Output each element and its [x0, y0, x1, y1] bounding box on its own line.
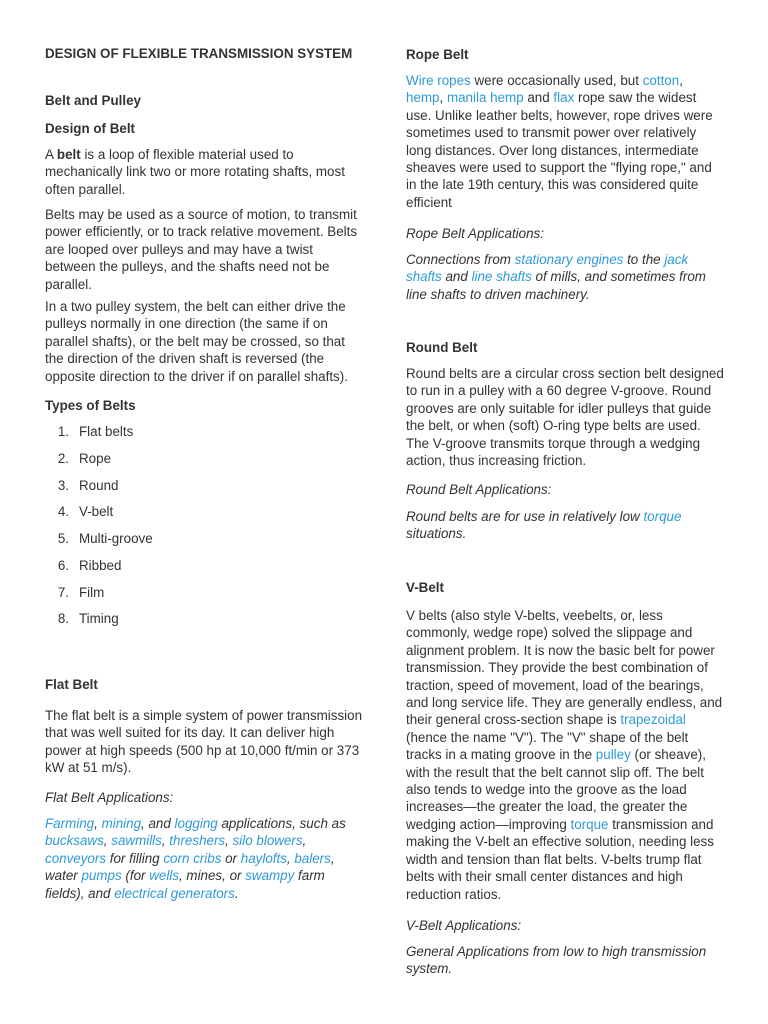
paragraph-flat-belt: The flat belt is a simple system of power transmission that was well suited for its day. It can deliver high power at high speeds (500 hp at 10,000 ft/min or 373 kW at 51 m/s).	[45, 708, 363, 776]
heading-design-of-belt: Design of Belt	[45, 121, 136, 136]
link-swampy[interactable]: swampy	[245, 868, 295, 884]
link-cotton[interactable]: cotton	[642, 73, 680, 88]
link-pumps[interactable]: pumps	[81, 868, 122, 884]
link-manila-hemp[interactable]: manila hemp	[446, 90, 524, 106]
link-conveyors[interactable]: conveyors	[45, 850, 107, 866]
heading-round-belt: Round Belt	[406, 340, 478, 355]
document-title: DESIGN OF FLEXIBLE TRANSMISSION SYSTEM	[45, 46, 353, 61]
link-stationary-engines[interactable]: stationary engines	[514, 252, 624, 267]
paragraph-belt-definition: A belt is a loop of flexible material used to mechanically link two or more rotating shafts, most often parallel.	[45, 147, 345, 197]
link-haylofts[interactable]: haylofts	[240, 850, 287, 866]
link-flax[interactable]: flax	[553, 90, 575, 106]
link-balers[interactable]: balers	[294, 850, 331, 866]
paragraph-two-pulley: In a two pulley system, the belt can either drive the pulleys normally in one direction (the same if on parallel shafts), or the belt may be crossed, so that the direction of the driven shaft is reversed (the opposite direction to the driver if on parallel shafts).	[45, 299, 348, 384]
link-electrical-generators[interactable]: electrical generators	[114, 885, 235, 901]
heading-flat-belt: Flat Belt	[45, 677, 98, 692]
link-trapezoidal[interactable]: trapezoidal	[620, 712, 686, 728]
rope-belt-applications: Connections from stationary engines to the jack shafts and line shafts of mills, and sometimes from line shafts to driven machinery.	[406, 252, 706, 302]
heading-rope-belt: Rope Belt	[406, 47, 469, 62]
v-belt-applications: General Applications from low to high transmission system.	[406, 944, 707, 977]
list-item: 4. V-belt	[57, 504, 114, 519]
list-item: 5. Multi-groove	[57, 531, 153, 546]
round-belt-applications: Round belts are for use in relatively low torque situations.	[406, 509, 682, 542]
list-item: 1. Flat belts	[57, 424, 134, 439]
term-belt: belt	[56, 147, 81, 162]
link-torque-vbelt[interactable]: torque	[570, 816, 609, 832]
link-hemp[interactable]: hemp	[406, 90, 440, 106]
link-wire-ropes[interactable]: Wire ropes	[406, 73, 471, 88]
paragraph-rope-belt: Wire ropes were occasionally used, but cotton, hemp, manila hemp and flax rope saw the widest use. Unlike leather belts, however, rope drives were sometimes used to transmit power over relatively long distances. Over long distances, intermediate sheaves were used to support the "flying rope," and in the late 19th century, this was considered quite efficient	[406, 73, 713, 210]
flat-belt-applications: Farming, mining, and logging applications, such as bucksaws, sawmills, threshers, silo blowers, conveyors for filling corn cribs or haylofts, balers, water pumps (for wells, mines, or swampy farm fields), and electrical generators.	[45, 816, 346, 901]
list-item: 2. Rope	[57, 451, 112, 466]
link-wells[interactable]: wells	[149, 868, 179, 884]
heading-v-belt: V-Belt	[406, 580, 444, 595]
link-line-shafts[interactable]: line shafts	[471, 269, 532, 285]
link-corn-cribs[interactable]: corn cribs	[163, 850, 222, 866]
paragraph-v-belt: V belts (also style V-belts, veebelts, or, less commonly, wedge rope) solved the slippage and alignment problem. It is now the basic belt for power transmission. They provide the best combination of traction, speed of movement, load of the bearings, and long service life. They are generally endless, and their general cross-section shape is trapezoidal (hence the name "V"). The "V" shape of the belt tracks in a mating groove in the pulley (or sheave), with the result that the belt cannot slip off. The belt also tends to wedge into the groove as the load increases—the greater the load, the greater the wedging action—improving torque transmission and making the V-belt an effective solution, needing less width and tension than flat belts. V-belts trump flat belts with their small center distances and high reduction ratios.	[406, 608, 723, 902]
link-jack-shafts[interactable]: jack shafts	[406, 252, 689, 285]
list-item: 7. Film	[57, 585, 105, 600]
link-mining[interactable]: mining	[101, 816, 142, 831]
rope-belt-applications-label: Rope Belt Applications:	[406, 226, 544, 241]
link-pulley[interactable]: pulley	[595, 747, 631, 763]
list-item: 3. Round	[57, 478, 119, 493]
round-belt-applications-label: Round Belt Applications:	[406, 482, 552, 497]
link-bucksaws[interactable]: bucksaws	[45, 833, 104, 849]
link-silo-blowers[interactable]: silo blowers	[232, 833, 303, 849]
v-belt-applications-label: V-Belt Applications:	[406, 918, 522, 933]
paragraph-belt-uses: Belts may be used as a source of motion, to transmit power efficiently, or to track relative movement. Belts are looped over pulleys and may have a twist between the pulleys, and the shafts need not be parallel.	[45, 207, 358, 292]
link-logging[interactable]: logging	[174, 816, 218, 831]
heading-types-of-belts: Types of Belts	[45, 398, 136, 413]
link-sawmills[interactable]: sawmills	[111, 833, 162, 849]
flat-belt-applications-label: Flat Belt Applications:	[45, 790, 174, 805]
link-threshers[interactable]: threshers	[169, 833, 226, 849]
heading-belt-and-pulley: Belt and Pulley	[45, 93, 141, 108]
list-item: 8. Timing	[57, 611, 119, 626]
list-item: 6. Ribbed	[57, 558, 122, 573]
link-torque[interactable]: torque	[643, 509, 682, 524]
paragraph-round-belt: Round belts are a circular cross section belt designed to run in a pulley with a 60 degree V-groove. Round grooves are only suitable for idler pulleys that guide the belt, or when (soft) O-ring type belts are used. The V-groove transmits torque through a wedging action, thus increasing friction.	[406, 366, 724, 469]
link-farming[interactable]: Farming	[45, 816, 95, 831]
